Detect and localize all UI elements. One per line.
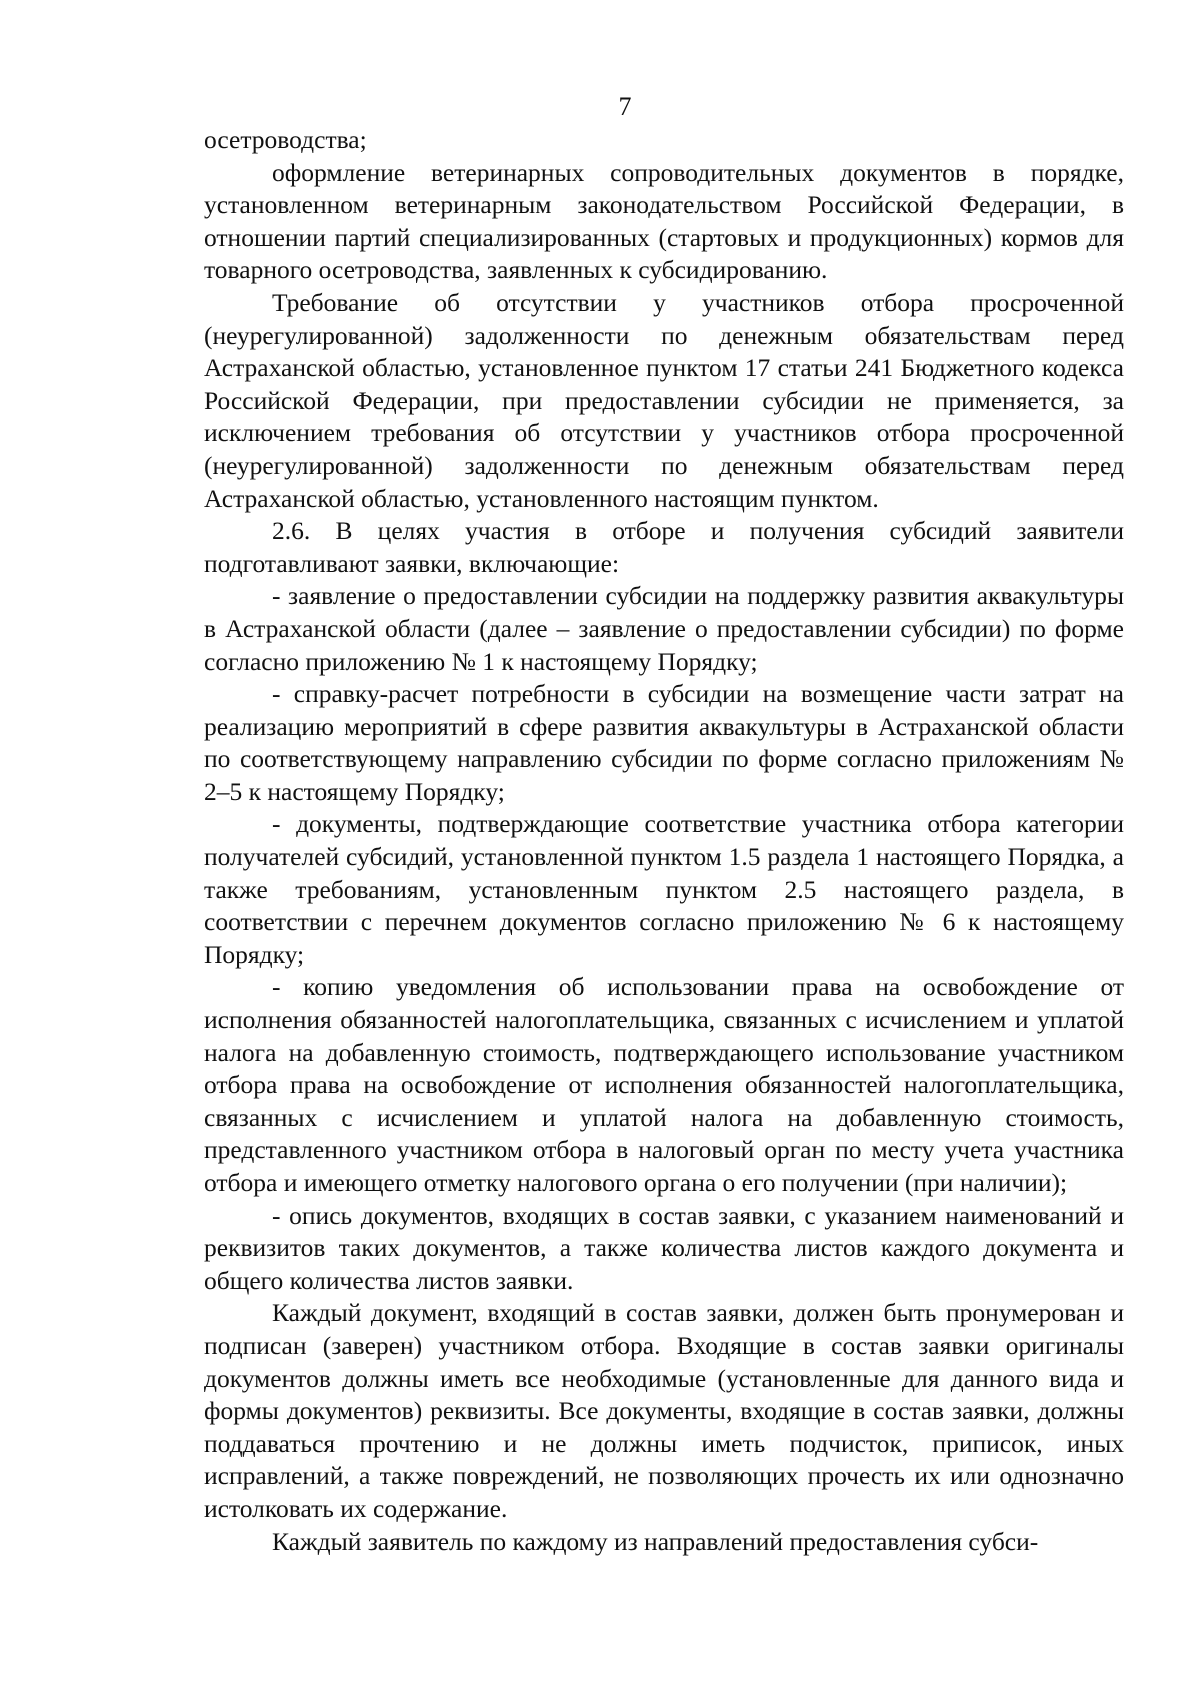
list-item-calculation-certificate: - справку-расчет потребности в субсидии на возмещение части затрат на реализацию мероприятий в сфере развития аквакультуры в Астраханской области по соответствующему направлению субсидии по форме согласно приложениям № 2–5 к настоящему Порядку; <box>204 679 1124 806</box>
paragraph-section-2-6: 2.6. В целях участия в отборе и получения субсидий заявители подготавливают заявки, включающие: <box>204 516 1124 578</box>
list-item-application: - заявление о предоставлении субсидии на поддержку развития аквакультуры в Астраханской области (далее – заявление о предоставлении субсидии) по форме согласно приложению № 1 к настоящему Порядку; <box>204 581 1124 676</box>
page-number: 7 <box>618 92 632 121</box>
list-item-document-inventory: - опись документов, входящих в состав заявки, с указанием наименований и реквизитов таких документов, а также количества листов каждого документа и общего количества листов заявки. <box>204 1200 1124 1295</box>
paragraph-continuation: осетроводства; <box>204 125 367 154</box>
document-body <box>204 124 1124 1558</box>
paragraph-veterinary-documents: оформление ветеринарных сопроводительных документов в порядке, установленном ветеринарным законодательством Российской Федерации, в отношении партий специализированных (стартовых и продукционных) кормов для товарного осетроводства, заявленных к субсидированию. <box>204 157 1124 285</box>
paragraph-applicant-per-direction: Каждый заявитель по каждому из направлений предоставления субси- <box>272 1526 1039 1556</box>
paragraph-debt-requirement: Требование об отсутствии у участников отбора просроченной (неурегулированной) задолженности по денежным обязательствам перед Астраханской областью, установленное пунктом 17 статьи 241 Бюджетного кодекса Российской Федерации, при предоставлении субсидии не применяется, за исключением требования об отсутствии у участников отбора просроченной (неурегулированной) задолженности по денежным обязательствам перед Астраханской областью, установленного настоящим пунктом. <box>204 287 1124 513</box>
list-item-compliance-documents: - документы, подтверждающие соответствие участника отбора категории получателей субсидий, установленной пунктом 1.5 раздела 1 настоящего Порядка, а также требованиям, установленным пунктом 2.5 настоящего раздела, в соответствии с перечнем документов согласно приложению № 6 к настоящему Порядку; <box>204 809 1124 969</box>
list-item-vat-notice-copy: - копию уведомления об использовании права на освобождение от исполнения обязанностей налогоплательщика, связанных с исчислением и уплатой налога на добавленную стоимость, подтверждающего использование участником отбора права на освобождение от исполнения обязанностей налогоплательщика, связанных с исчислением и уплатой налога на добавленную стоимость, представленного участником отбора в налоговый орган по месту учета участника отбора и имеющего отметку налогового органа о его получении (при наличии); <box>204 972 1124 1197</box>
paragraph-document-requirements: Каждый документ, входящий в состав заявки, должен быть пронумерован и подписан (заверен) участником отбора. Входящие в состав заявки оригиналы документов должны иметь все необходимые (установленные для данного вида и формы документов) реквизиты. Все документы, входящие в состав заявки, должны поддаваться прочтению и не должны иметь подчисток, приписок, иных исправлений, а также повреждений, не позволяющих прочесть их или однозначно истолковать их содержание. <box>204 1298 1124 1523</box>
